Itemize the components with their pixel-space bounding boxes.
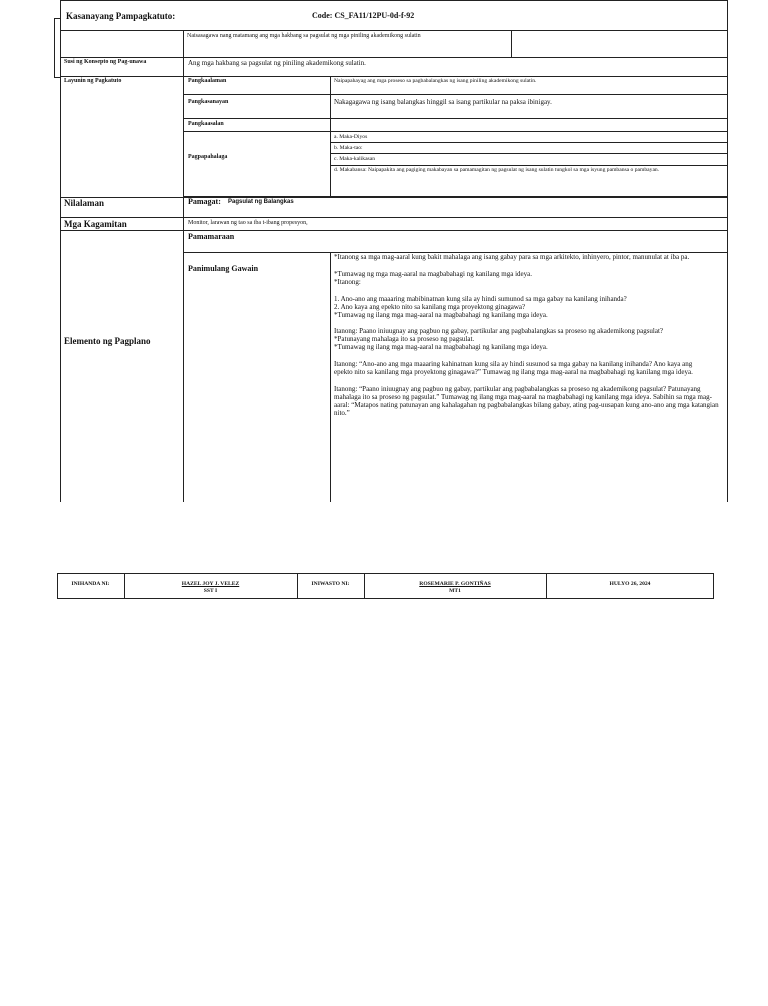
procedure-paragraph: *Itanong: [334, 277, 361, 286]
pangkasanayan-label: Pangkasanayan [188, 99, 229, 105]
row2-right-divider [511, 31, 512, 58]
date-label: HULYO 26, 2024 [609, 581, 651, 587]
elemento-label: Elemento ng Pagplano [64, 336, 151, 346]
procedure-paragraph: Itanong: “Ano-ano ang mga maaaring kahinatnan kung sila ay hindi susunod sa mga gabay na kanilang inihanda? Ano kaya ang [334, 360, 693, 369]
procedure-text [334, 254, 726, 502]
procedure-paragraph: *Tumawag ng ilang mga mag-aaral na magbabahagi ng kanilang mga ideya. [334, 343, 548, 352]
pangkaasalan-row [183, 119, 728, 132]
kagamitan-value: Monitor, larawan ng tao sa iba t-ibang propesyon, [188, 220, 308, 226]
pangkaalaman-label: Pangkaalaman [188, 78, 227, 84]
pagpapahalaga-item: a. Maka-Diyos [334, 134, 368, 140]
pangkaalaman-value: Naipapahayag ang mga proseso sa pagbabalangkas ng isang piniling akademikong sulatin. [334, 78, 537, 84]
pamagat-value: Pagsulat ng Balangkas [228, 199, 294, 205]
susi-label: Susi ng Konsepto ng Pag-unawa [64, 59, 147, 65]
pagpapahalaga-item: d. Makabansa: Naipapakita ang pagiging makabayan sa pamamagitan ng pagsulat ng isang sulatin tungkol sa mga isyung pambansa o pambayan. [334, 167, 660, 173]
pagpapahalaga-label: Pagpapahalaga [188, 154, 228, 160]
iniwasto-name: ROSEMARIE P. GONTIÑAS [419, 581, 491, 587]
susi-divider [183, 58, 184, 77]
pamamaraan-label: Pamamaraan [188, 232, 235, 241]
pangkasanayan-value: Nakagagawa ng isang balangkas hinggil sa isang partikular na paksa ibinigay. [334, 98, 552, 106]
procedure-paragraph: *Itanong sa mga mag-aaral kung bakit mahalaga ang isang gabay para sa mga arkitekto, inhinyero, pintor, manunulat at iba pa. [334, 254, 690, 261]
pagpapahalaga-item-c-row [330, 154, 728, 166]
inihanda-position: SST I [203, 588, 218, 594]
kagamitan-label: Mga Kagamitan [64, 219, 127, 229]
procedure-paragraph: *Tumawag ng mga mag-aaral na magbabahagi ng kanilang mga ideya. [334, 269, 533, 278]
procedure-paragraph: Itanong: “Paano iniuugnay ang pagbuo ng gabay, partikular ang pagbabalangkas sa proseso ng akademikong pagsulat? Patunayang mahalaga ito sa proseso ng pagsulat.” Tumawag ng ilang mga mag-aaral na magbabahagi ng kanilang mga ideya. Sabihin sa mga mag-aaral: “Matapos nating patunayan ang kahalagahan ng pagbabalangkas bilang gabay, ating pag-uusapan kung ano-ano ang mga katangian nito.” [334, 384, 719, 417]
pangkaasalan-label: Pangkaasalan [188, 121, 224, 127]
procedure-paragraph: *Tumawag ng ilang mga mag-aaral na magbabahagi ng kanilang mga ideya. [334, 310, 548, 319]
panimulang-divider [330, 253, 331, 502]
nilalaman-label: Nilalaman [64, 198, 105, 208]
pagpapahalaga-item-b-row [330, 143, 728, 154]
susi-value: Ang mga hakbang sa pagsulat ng piniling akademikong sulatin. [188, 59, 366, 67]
iniwasto-label: INIWASTO NI: [311, 581, 350, 587]
layunin-divider [183, 77, 184, 502]
pagpapahalaga-item: b. Maka-tao: [334, 145, 363, 151]
inihanda-label: INIHANDA NI: [71, 581, 110, 587]
pagpapahalaga-item: c. Maka-kalikasan [334, 156, 376, 162]
kagamitan-row [60, 218, 728, 231]
iniwasto-position: MT1 [449, 588, 461, 594]
nilalaman-row [60, 197, 728, 218]
inihanda-name: HAZEL JOY J. VELEZ [181, 581, 240, 587]
kasanayan-label: Kasanayang Pampagkatuto: [66, 11, 176, 21]
pamamaraan-row [183, 231, 728, 253]
procedure-paragraph: 2. Ano kaya ang epekto nito sa kanilang mga proyektong ginagawa? [334, 302, 526, 311]
row2-text: Naisasagawa nang matamang ang mga hakbang sa pagsulat ng mga piniling akademikong sulatin [187, 33, 421, 39]
procedure-paragraph: Itanong: Paano iniuugnay ang pagbuo ng gabay, partikular ang pagbabalangkas sa proseso ng akademikong pagsulat? [334, 327, 664, 336]
pamagat-label: Pamagat: [188, 197, 221, 206]
procedure-paragraph: *Patunayang mahalaga ito sa proseso ng pagsulat. [334, 335, 475, 344]
procedure-paragraph: 1. Ano-ano ang maaaring mabibinatnan kung sila ay hindi sumunod sa mga gabay na kanilang inihanda? [334, 294, 627, 303]
row2-left-divider [183, 31, 184, 58]
pagpapahalaga-item-a-row [330, 132, 728, 143]
panimulang-label: Panimulang Gawain [188, 264, 259, 273]
layunin-label: Layunin ng Pagkatuto [64, 78, 122, 84]
code-label: Code: CS_FA11/12PU-0d-f-92 [312, 11, 415, 20]
procedure-paragraph: epekto nito sa kanilang mga proyektong ginagawa?” Tumawag ng ilang mga mag-aaral na magbabahagi ng kanilang mga ideya. [334, 368, 693, 377]
